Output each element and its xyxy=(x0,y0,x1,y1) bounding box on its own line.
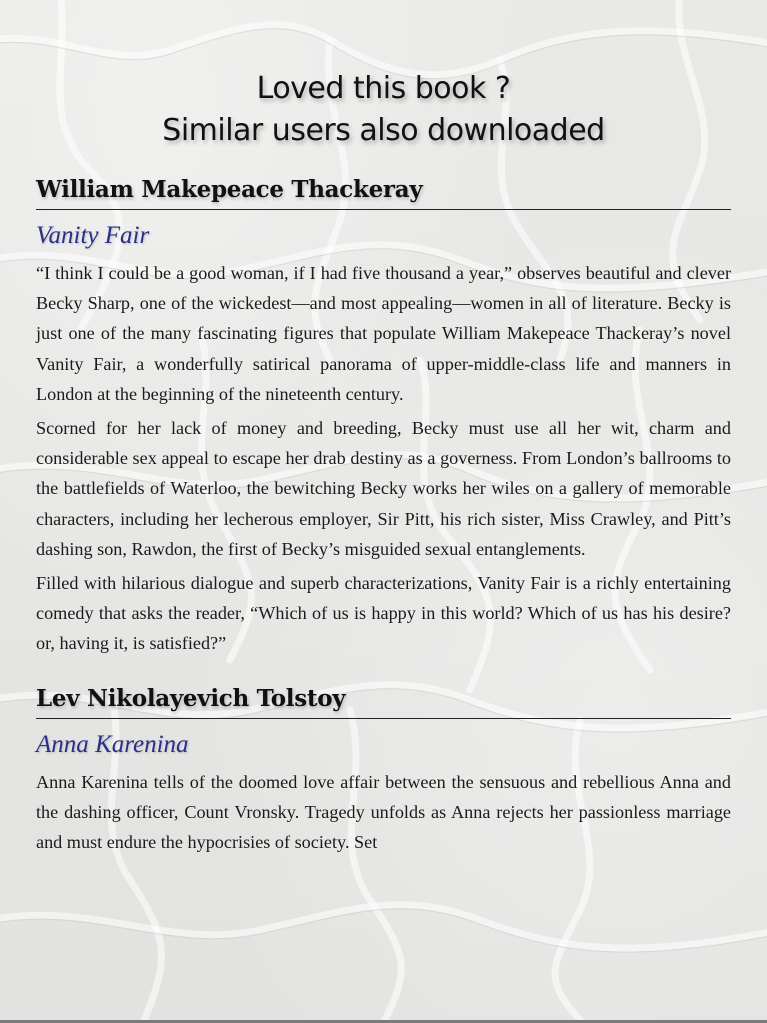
book-description-paragraph: Filled with hilarious dialogue and superb characterizations, Vanity Fair is a richly entertaining comedy that asks the reader, “Which of us is happy in this world? Which of us has his desire? or, having it, is satisfied?” xyxy=(36,573,731,654)
book-recommendations-page xyxy=(36,0,731,861)
heading-line-2: Similar users also downloaded xyxy=(162,113,605,148)
page-heading xyxy=(36,0,731,152)
book-entry-anna-karenina xyxy=(36,685,731,858)
book-description-paragraph: Anna Karenina tells of the doomed love affair between the sensuous and rebellious Anna and the dashing officer, Count Vronsky. Tragedy unfolds as Anna rejects her passionless marriage and must endure the hypocrisies of society. Set xyxy=(36,771,731,853)
author-name: William Makepeace Thackeray xyxy=(36,176,731,210)
book-title-link[interactable]: Vanity Fair xyxy=(36,222,150,249)
author-name: Lev Nikolayevich Tolstoy xyxy=(36,685,731,719)
heading-line-1: Loved this book ? xyxy=(256,71,511,106)
book-description-paragraph: Scorned for her lack of money and breeding, Becky must use all her wit, charm and considerable sex appeal to escape her drab destiny as a governess. From London’s ballrooms to the battlefields of Waterloo, the bewitching Becky works her wiles on a gallery of memorable characters, including her lecherous employer, Sir Pitt, his rich sister, Miss Crawley, and Pitt’s dashing son, Rawdon, the first of Becky’s misguided sexual entanglements. xyxy=(36,418,731,559)
book-title-link[interactable]: Anna Karenina xyxy=(36,730,189,758)
book-entry-vanity-fair xyxy=(36,176,731,659)
book-description-paragraph: “I think I could be a good woman, if I had five thousand a year,” observes beautiful and clever Becky Sharp, one of the wickedest—and most appealing—women in all of literature. Becky is just one of the many fascinating figures that populate William Makepeace Thackeray’s novel Vanity Fair, a wonderfully satirical panorama of upper-middle-class life and manners in London at the beginning of the nineteenth century. xyxy=(36,263,731,404)
